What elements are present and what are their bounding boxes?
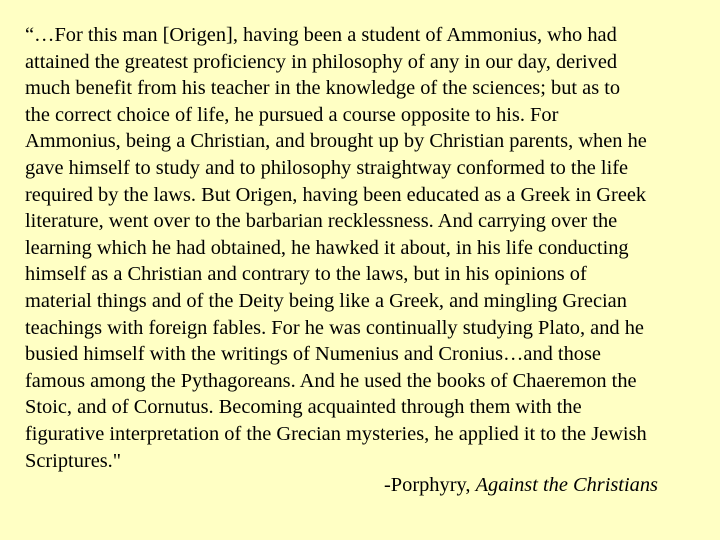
- quote-line: himself as a Christian and contrary to the laws, but in his opinions of: [25, 263, 587, 286]
- attribution-author: -Porphyry,: [384, 474, 476, 496]
- attribution-work-title: Against the Christians: [475, 474, 658, 496]
- quote-line: Ammonius, being a Christian, and brought up by Christian parents, when he: [25, 130, 647, 153]
- quote-line: gave himself to study and to philosophy straightway conformed to the life: [25, 156, 629, 179]
- quote-line: literature, went over to the barbarian recklessness. And carrying over the: [25, 210, 618, 233]
- quote-line: material things and of the Deity being like a Greek, and mingling Grecian: [25, 289, 627, 312]
- quote-line: attained the greatest proficiency in philosophy of any in our day, derived: [25, 50, 618, 73]
- quote-line: teachings with foreign fables. For he was continually studying Plato, and he: [25, 316, 644, 339]
- quote-line: famous among the Pythagoreans. And he used the books of Chaeremon the: [25, 369, 637, 392]
- quote-line: learning which he had obtained, he hawked it about, in his life conducting: [25, 236, 629, 259]
- quote-line: the correct choice of life, he pursued a course opposite to his. For: [25, 103, 559, 126]
- quote-text: [25, 22, 715, 474]
- quote-line: Stoic, and of Cornutus. Becoming acquainted through them with the: [25, 396, 582, 419]
- quote-line: busied himself with the writings of Numenius and Cronius…and those: [25, 343, 601, 366]
- quote-line: “…For this man [Origen], having been a student of Ammonius, who had: [25, 24, 617, 46]
- quote-line: figurative interpretation of the Grecian mysteries, he applied it to the Jewish: [25, 422, 647, 445]
- quote-line: required by the laws. But Origen, having been educated as a Greek in Greek: [25, 183, 647, 206]
- quote-line: much benefit from his teacher in the knowledge of the sciences; but as to: [25, 77, 621, 100]
- quote-line: Scriptures.": [25, 449, 122, 472]
- attribution: [384, 472, 658, 499]
